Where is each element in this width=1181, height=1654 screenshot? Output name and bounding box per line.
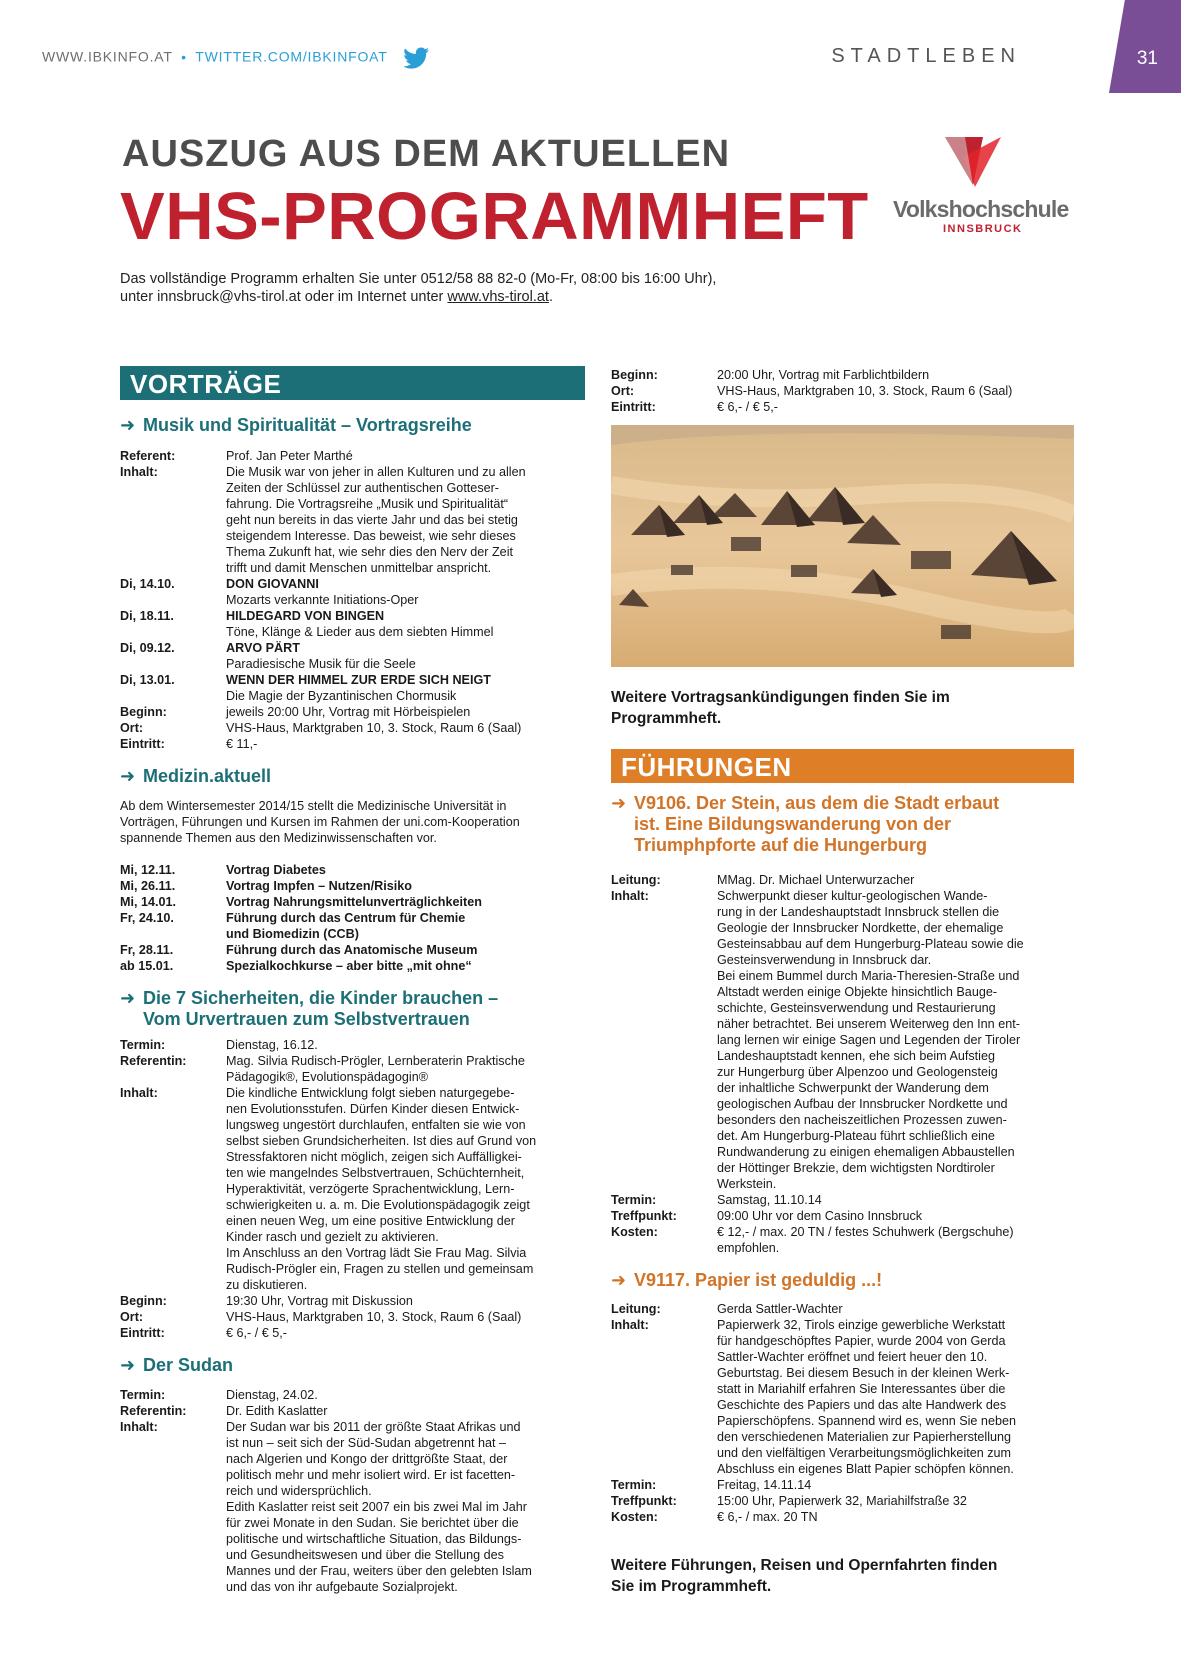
musik-beginn [120,704,585,720]
page-number: 31 [1136,48,1158,69]
event-title: WENN DER HIMMEL ZUR ERDE SICH NEIGT [226,673,491,687]
text-line: Geschichte des Papiers und das alte Handwerk des [717,1398,1007,1412]
text-line: lungsweg ungestört durchlaufen, entfalten sie wie von [226,1118,526,1132]
text-line: Papierschöpfens. Spannend wird es, wenn Sie neben [717,1414,1016,1428]
text-line: einen neuen Weg, um eine positive Entwicklung der [226,1214,515,1228]
text-line: näher betrachtet. Bei unserem Weiterweg den Inn ent- [717,1017,1020,1031]
text-line: Landeshauptstadt kennen, ehe sich beim Aufstieg [717,1049,995,1063]
intro-line-2 [120,288,820,306]
title-line: V9106. Der Stein, aus dem die Stadt erbaut [634,793,1000,813]
text-line: politisch mehr und mehr isoliert wird. Er ist facetten- [226,1468,516,1482]
v9106-treffpunkt [611,1208,1074,1224]
value: Prof. Jan Peter Marthé [226,449,353,463]
fuehrungen-note [611,1555,1074,1597]
item-title: Führung durch das Anatomische Museum [226,943,478,957]
text-line: Im Anschluss an den Vortrag lädt Sie Frau Mag. Silvia [226,1246,527,1260]
sicherheiten-eintritt [120,1325,585,1341]
medizin-item [120,894,585,910]
value: Freitag, 14.11.14 [717,1478,812,1492]
value: Samstag, 11.10.14 [717,1193,822,1207]
arrow-right-icon: ➜ [120,1355,136,1375]
musik-title-text: Musik und Spiritualität – Vortragsreihe [143,415,472,435]
text-line: nach Algerien und Kongo der drittgrößte Staat, der [226,1452,508,1466]
sudan-termin [120,1387,585,1403]
text-line: Kinder rasch und gezielt zu aktivieren. [226,1230,439,1244]
text-line: Geburtstag. Bei diesem Besuch in der kleinen Werk- [717,1366,1010,1380]
musik-title [120,415,585,436]
text-line: Zeiten der Schlüssel zur authentischen Gotteser- [226,481,500,495]
musik-referent [120,448,585,464]
value: Dr. Edith Kaslatter [226,1404,328,1418]
text-line: und den vielfältigen Verarbeitungsmöglichkeiten zum [717,1446,1012,1460]
intro-line-2-post: . [548,289,553,305]
title-line-2: VHS-PROGRAMMHEFT [120,179,869,254]
text-line: ten wie mangelndes Selbstvertrauen, Schüchternheit, [226,1166,525,1180]
medizin-item [120,862,585,878]
musik-eintritt [120,736,585,752]
sudan-ort [611,383,1074,399]
value: VHS-Haus, Marktgraben 10, 3. Stock, Raum 6 (Saal) [717,384,1013,398]
text-line: fahrung. Die Vortragsreihe „Musik und Spiritualität“ [226,497,509,511]
vortraege-note [611,687,1074,729]
logo-name: Volkshochschule [893,196,1069,222]
event-title: ARVO PÄRT [226,641,300,655]
label: Inhalt: [611,1318,649,1332]
intro-line-2-pre: unter innsbruck@vhs-tirol.at oder im Internet unter [120,289,448,305]
text-line: lang lernen wir einige Sagen und Legenden der Tiroler [717,1033,1021,1047]
text-line: Der Sudan war bis 2011 der größte Staat Afrikas und [226,1420,521,1434]
v9106-title [611,793,1074,856]
text-line: nen Evolutionsstufen. Dürfen Kinder diesen Entwick- [226,1102,520,1116]
text-line: trifft und damit Menschen unmittelbar anspricht. [226,561,492,575]
value: 15:00 Uhr, Papierwerk 32, Mariahilfstraße 32 [717,1494,967,1508]
date: Fr, 24.10. [120,911,174,925]
text-line: den verschiedenen Materialien zur Papierherstellung [717,1430,1012,1444]
text-line: besonders den nacheiszeitlichen Prozessen zuwen- [717,1113,1007,1127]
musik-date-row [120,672,585,704]
v9106-inhalt [611,888,1074,1192]
value: Mag. Silvia Rudisch-Prögler, Lernberaterin Praktische [226,1054,525,1068]
medizin-item [120,942,585,958]
sicherheiten-termin [120,1037,585,1053]
label: Termin: [611,1478,657,1492]
title-line-1: AUSZUG AUS DEM AKTUELLEN [122,133,731,175]
text-line: Mannes und der Frau, weiters über den gelebten Islam [226,1564,532,1578]
event-desc: Mozarts verkannte Initiations-Oper [226,593,419,607]
note-line: Programmheft. [611,710,722,727]
site-link[interactable]: WWW.IBKINFO.AT [42,48,173,65]
text-line: geht nun bereits in das vierte Jahr und das bei stetig [226,513,518,527]
v9117-kosten [611,1509,1074,1525]
item-title: Vortrag Diabetes [226,863,326,877]
item-title: Vortrag Nahrungsmittelunverträglichkeiten [226,895,482,909]
item-title: Vortrag Impfen – Nutzen/Risiko [226,879,412,893]
text-line: Bei einem Bummel durch Maria-Theresien-Straße und [717,969,1020,983]
musik-inhalt [120,464,585,576]
v9117-title-text: V9117. Papier ist geduldig ...! [634,1270,883,1290]
medizin-item [120,910,585,942]
v9106-termin [611,1192,1074,1208]
musik-date-row [120,576,585,608]
label: Leitung: [611,873,661,887]
text-line: Gesteinsverwendung in Innsbruck dar. [717,953,932,967]
label: Leitung: [611,1302,661,1316]
value: € 6,- / max. 20 TN [717,1510,818,1524]
value: € 11,- [226,737,258,751]
value: € 6,- / € 5,- [717,400,778,414]
text-line: statt in Mariahilf erfahren Sie Interessantes über die [717,1382,1006,1396]
label: Beginn: [120,705,167,719]
text-line: Hyperaktivität, verzögerte Sprachentwicklung, Lern- [226,1182,515,1196]
event-title: DON GIOVANNI [226,577,319,591]
label: Inhalt: [120,465,158,479]
label: Termin: [120,1038,166,1052]
label: Inhalt: [120,1086,158,1100]
v9117-termin [611,1477,1074,1493]
twitter-link[interactable]: TWITTER.COM/IBKINFOAT [195,48,388,65]
logo-city: INNSBRUCK [943,223,1023,235]
text-line: Rudisch-Prögler ein, Fragen zu stellen und gemeinsam [226,1262,534,1276]
label: Termin: [611,1193,657,1207]
label: Ort: [611,384,635,398]
sudan-referentin [120,1403,585,1419]
item-title-cont: und Biomedizin (CCB) [226,927,359,941]
value: 09:00 Uhr vor dem Casino Innsbruck [717,1209,923,1223]
event-desc: Paradiesische Musik für die Seele [226,657,416,671]
title-line: Vom Urvertrauen zum Selbstvertrauen [143,1009,470,1029]
sicherheiten-referentin [120,1053,585,1085]
arrow-right-icon: ➜ [611,1270,627,1290]
value: € 12,- / max. 20 TN / festes Schuhwerk (Bergschuhe) [717,1225,1014,1239]
event-desc: Töne, Klänge & Lieder aus dem siebten Himmel [226,625,494,639]
sicherheiten-title [120,988,585,1030]
date: Mi, 14.01. [120,895,177,909]
text-line: Geologie der Innsbrucker Nordkette, der ehemalige [717,921,1004,935]
date: Fr, 28.11. [120,943,174,957]
text-line: Sattler-Wachter eröffnet und feiert heuer den 10. [717,1350,988,1364]
label: Kosten: [611,1510,658,1524]
item-title: Spezialkochkurse – aber bitte „mit ohne“ [226,959,472,973]
value: € 6,- / € 5,- [226,1326,287,1340]
v9106-kosten [611,1224,1074,1256]
item-title: Führung durch das Centrum für Chemie [226,911,466,925]
note-line: Sie im Programmheft. [611,1578,772,1595]
text-line: zur Hungerburg über Alpenzoo und Geologensteig [717,1065,998,1079]
text-line: der Höttinger Brekzie, dem wichtigsten Nordtiroler [717,1161,995,1175]
label: Ort: [120,721,144,735]
medizin-item [120,878,585,894]
sudan-eintritt [611,399,1074,415]
value: Pädagogik®, Evolutionspädagogin® [226,1070,429,1084]
text-line: Schwerpunkt dieser kultur-geologischen Wande- [717,889,988,903]
value: Dienstag, 24.02. [226,1388,318,1402]
date: Di, 14.10. [120,577,175,591]
header-separator: • [181,48,187,65]
text-line: Thema Zukunft hat, wie sehr dies den Nerv der Zeit [226,545,513,559]
v9117-treffpunkt [611,1493,1074,1509]
medizin-title [120,766,585,787]
date: Di, 18.11. [120,609,174,623]
text-line: Die kindliche Entwicklung folgt sieben naturgegebe- [226,1086,515,1100]
intro-line-1: Das vollständige Programm erhalten Sie unter 0512/58 88 82-0 (Mo-Fr, 08:00 bis 16:00 Uhr), [120,271,717,287]
text-line: politische und wirtschaftliche Situation, das Bildungs- [226,1532,522,1546]
page-tab [1109,0,1181,93]
text-line: schichte, Gesteinsverwendung und Restaurierung [717,1001,996,1015]
text-line: Rundwanderung zu einigen ehemaligen Abbaustellen [717,1145,1015,1159]
value: VHS-Haus, Marktgraben 10, 3. Stock, Raum 6 (Saal) [226,721,522,735]
vhs-website-link[interactable]: www.vhs-tirol.at [447,289,549,305]
vortraege-heading: VORTRÄGE [120,366,585,400]
sicherheiten-beginn [120,1293,585,1309]
arrow-right-icon: ➜ [120,415,136,435]
intro-text [120,270,820,306]
note-line: Weitere Führungen, Reisen und Opernfahrten finden [611,1557,998,1574]
label: Ort: [120,1310,144,1324]
label: Treffpunkt: [611,1209,677,1223]
value: 20:00 Uhr, Vortrag mit Farblichtbildern [717,368,930,382]
value: Dienstag, 16.12. [226,1038,318,1052]
label: Eintritt: [611,400,656,414]
date: ab 15.01. [120,959,174,973]
date: Di, 13.01. [120,673,175,687]
label: Referentin: [120,1054,187,1068]
text-line: Abschluss ein eigenes Blatt Papier schöpfen können. [717,1462,1014,1476]
header-links [42,47,430,69]
v9106-leitung [611,872,1074,888]
text-line: und das von ihr aufgebaute Sozialprojekt. [226,1580,458,1594]
text-line: ist nun – seit sich der Süd-Sudan abgetrennt hat – [226,1436,507,1450]
vhs-logo-mark-icon [945,137,1001,187]
text-line: für zwei Monate in den Sudan. Sie berichtet über die [226,1516,519,1530]
title-line: Die 7 Sicherheiten, die Kinder brauchen – [143,988,499,1008]
sudan-title [120,1355,585,1376]
musik-date-row [120,608,585,640]
label: Inhalt: [611,889,649,903]
date: Di, 09.12. [120,641,175,655]
medizin-text [120,798,585,846]
text-line: Vorträgen, Führungen und Kursen im Rahmen der uni.com-Kooperation [120,815,520,829]
sudan-inhalt [120,1419,585,1595]
text-line: zu diskutieren. [226,1278,308,1292]
text-line: reich und widersprüchlich. [226,1484,372,1498]
right-column [611,367,1074,1597]
label: Kosten: [611,1225,658,1239]
text-line: det. Am Hungerburg-Plateau führt schließlich eine [717,1129,995,1143]
twitter-bird-icon[interactable] [404,47,430,69]
label: Treffpunkt: [611,1494,677,1508]
label: Beginn: [611,368,658,382]
text-line: Altstadt werden einige Objekte hinsichtlich Bauge- [717,985,998,999]
date: Mi, 12.11. [120,863,176,877]
text-line: und Gesundheitswesen und über die Stellung des [226,1548,504,1562]
label: Eintritt: [120,737,165,751]
label: Referentin: [120,1404,187,1418]
text-line: Ab dem Wintersemester 2014/15 stellt die Medizinische Universität in [120,799,507,813]
fuehrungen-heading: FÜHRUNGEN [611,749,1074,783]
text-line: schwierigkeiten u. a. m. Die Evolutionspädagogik zeigt [226,1198,530,1212]
v9117-leitung [611,1301,1074,1317]
event-title: HILDEGARD VON BINGEN [226,609,385,623]
label: Inhalt: [120,1420,158,1434]
arrow-right-icon: ➜ [120,988,136,1008]
text-line: rung in der Landeshauptstadt Innsbruck stellen die [717,905,1000,919]
title-line: ist. Eine Bildungswanderung von der [634,814,952,834]
value: empfohlen. [717,1241,780,1255]
v9117-inhalt [611,1317,1074,1477]
meroe-pyramids-photo [611,425,1074,667]
label: Beginn: [120,1294,167,1308]
medizin-title-text: Medizin.aktuell [143,766,272,786]
label: Referent: [120,449,176,463]
event-desc: Die Magie der Byzantinischen Chormusik [226,689,457,703]
value: VHS-Haus, Marktgraben 10, 3. Stock, Raum 6 (Saal) [226,1310,522,1324]
sudan-beginn [611,367,1074,383]
musik-date-row [120,640,585,672]
medizin-item [120,958,585,974]
note-line: Weitere Vortragsankündigungen finden Sie im [611,689,950,706]
left-column [120,366,585,1595]
value: jeweils 20:00 Uhr, Vortrag mit Hörbeispielen [226,705,471,719]
text-line: der inhaltliche Schwerpunkt der Wanderung dem [717,1081,989,1095]
value: 19:30 Uhr, Vortrag mit Diskussion [226,1294,413,1308]
value: Gerda Sattler-Wachter [717,1302,843,1316]
arrow-right-icon: ➜ [611,793,627,813]
text-line: steigendem Interesse. Das beweist, wie sehr dieses [226,529,516,543]
text-line: spannende Themen aus den Medizinwissenschaften vor. [120,831,437,845]
title-line: Triumphpforte auf die Hungerburg [634,835,927,855]
text-line: selbst sieben Grundsicherheiten. Ist dies auf Grund von [226,1134,537,1148]
text-line: geologischen Aufbau der Innsbrucker Nordkette und [717,1097,1008,1111]
v9117-title [611,1270,1074,1291]
date: Mi, 26.11. [120,879,176,893]
sicherheiten-inhalt [120,1085,585,1293]
text-line: Werkstein. [717,1177,777,1191]
text-line: Edith Kaslatter reist seit 2007 ein bis zwei Mal im Jahr [226,1500,527,1514]
label: Termin: [120,1388,166,1402]
sudan-title-text: Der Sudan [143,1355,234,1375]
text-line: Die Musik war von jeher in allen Kulturen und zu allen [226,465,526,479]
section-label: STADTLEBEN [831,45,1021,67]
value: MMag. Dr. Michael Unterwurzacher [717,873,915,887]
sicherheiten-ort [120,1309,585,1325]
label: Eintritt: [120,1326,165,1340]
arrow-right-icon: ➜ [120,766,136,786]
text-line: Gesteinsabbau auf dem Hungerburg-Plateau sowie die [717,937,1024,951]
text-line: für handgeschöpftes Papier, wurde 2004 von Gerda [717,1334,1006,1348]
text-line: Papierwerk 32, Tirols einzige gewerbliche Werkstatt [717,1318,1006,1332]
musik-ort [120,720,585,736]
text-line: Stressfaktoren nicht möglich, zeigen sich Auffälligkei- [226,1150,522,1164]
